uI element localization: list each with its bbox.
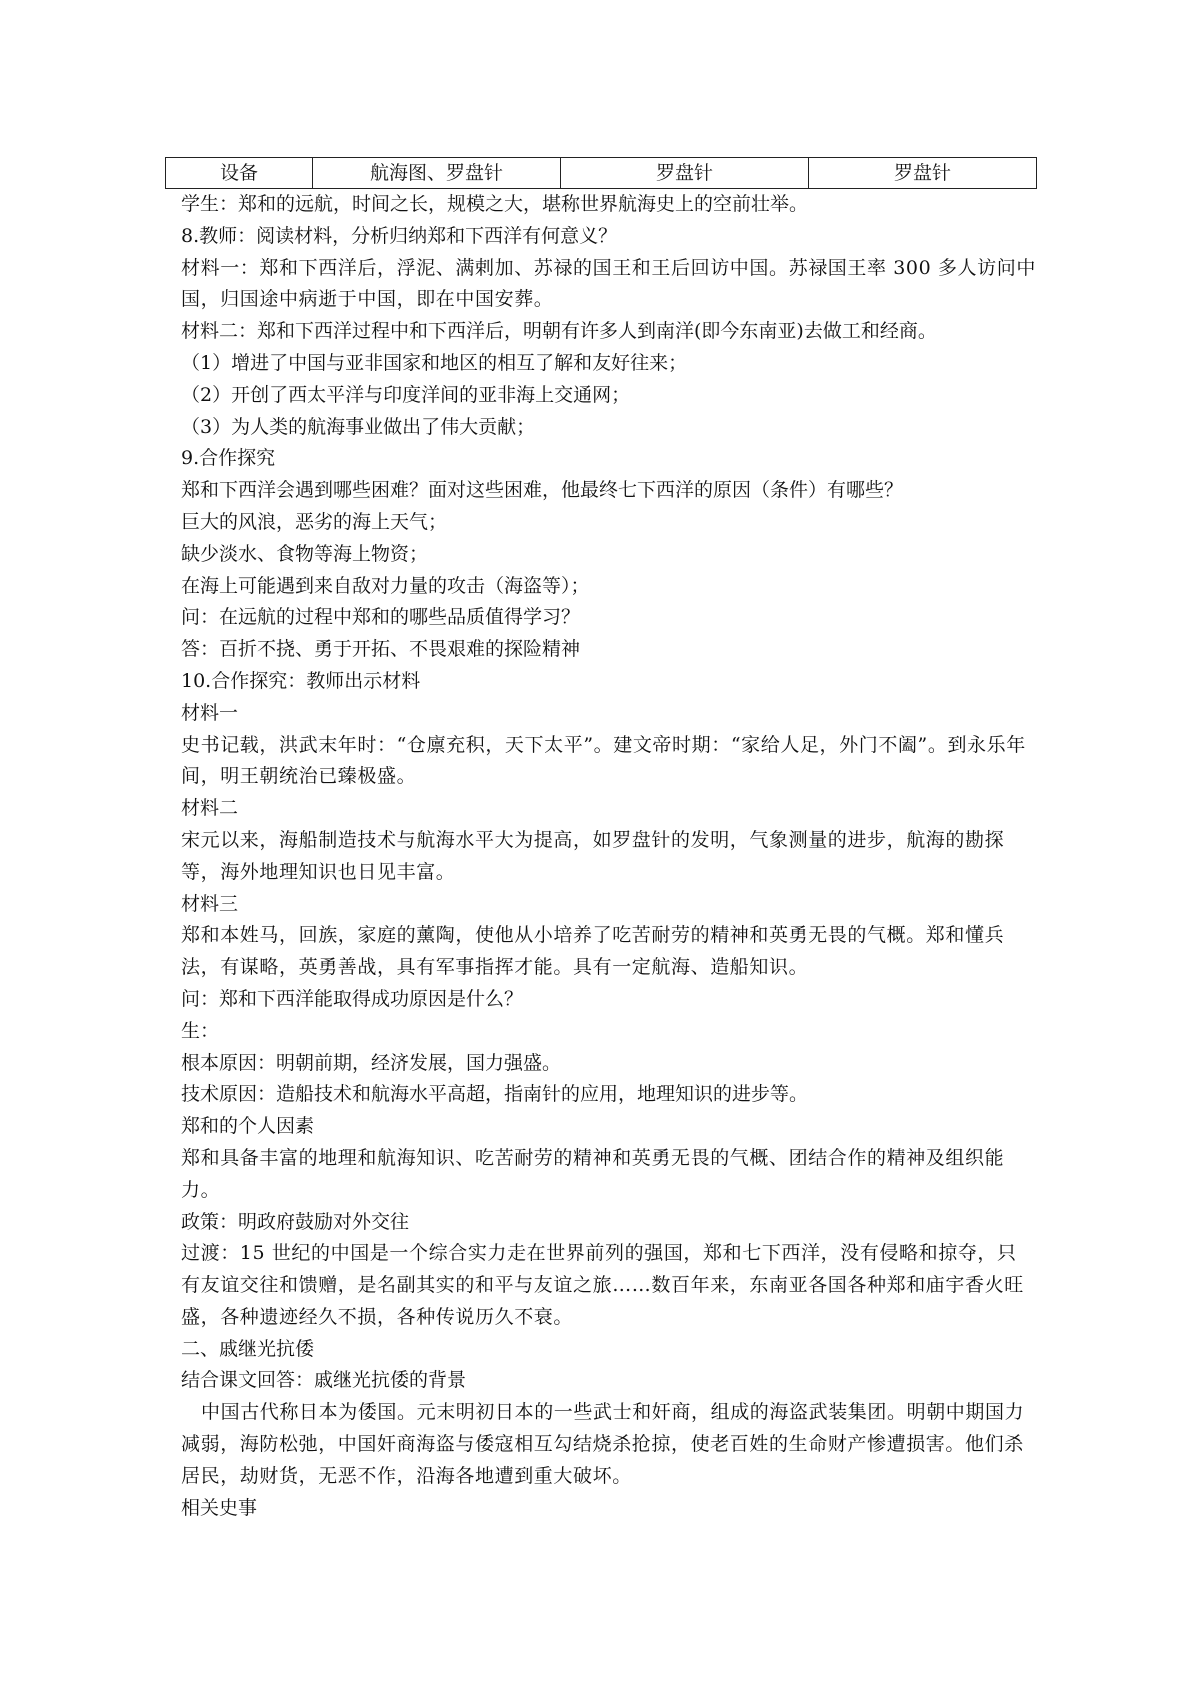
table-cell: 航海图、罗盘针 bbox=[313, 158, 561, 189]
paragraph: 郑和下西洋会遇到哪些困难？面对这些困难，他最终七下西洋的原因（条件）有哪些？ bbox=[181, 479, 904, 502]
section-heading: 9.合作探究 bbox=[181, 447, 276, 470]
section-heading: 二、戚继光抗倭 bbox=[181, 1337, 315, 1360]
equipment-table-row bbox=[165, 157, 1037, 189]
paragraph: 郑和具备丰富的地理和航海知识、吃苦耐劳的精神和英勇无畏的气概、团结合作的精神及组织能力。 bbox=[181, 1146, 1005, 1201]
paragraph: 材料二：郑和下西洋过程中和下西洋后，明朝有许多人到南洋(即今东南亚)去做工和经商。 bbox=[181, 320, 937, 343]
paragraph: 技术原因：造船技术和航海水平高超，指南针的应用，地理知识的进步等。 bbox=[181, 1083, 809, 1106]
question: 问：在远航的过程中郑和的哪些品质值得学习？ bbox=[181, 606, 581, 629]
answer: 答：百折不挠、勇于开拓、不畏艰难的探险精神 bbox=[181, 638, 581, 661]
table-cell-label: 设备 bbox=[166, 158, 313, 189]
paragraph: 学生：郑和的远航，时间之长，规模之大，堪称世界航海史上的空前壮举。 bbox=[181, 193, 809, 215]
paragraph: 政策：明政府鼓励对外交往 bbox=[181, 1210, 410, 1233]
paragraph: 在海上可能遇到来自敌对力量的攻击（海盗等）； bbox=[181, 574, 590, 597]
list-item: （1）增进了中国与亚非国家和地区的相互了解和友好往来； bbox=[181, 351, 688, 374]
paragraph: 结合课文回答：戚继光抗倭的背景 bbox=[181, 1369, 467, 1392]
section-heading: 10.合作探究：教师出示材料 bbox=[181, 669, 421, 692]
paragraph: 宋元以来，海船制造技术与航海水平大为提高，如罗盘针的发明，气象测量的进步，航海的勘探等，海外地理知识也日见丰富。 bbox=[181, 828, 1005, 883]
table-cell: 罗盘针 bbox=[561, 158, 809, 189]
paragraph: 生： bbox=[181, 1019, 220, 1042]
material-heading: 材料一 bbox=[181, 701, 239, 724]
paragraph: 巨大的风浪，恶劣的海上天气； bbox=[181, 510, 448, 533]
paragraph: 材料一：郑和下西洋后，浮泥、满剌加、苏禄的国王和王后回访中国。苏禄国王率 300 多人访问中国，归国途中病逝于中国，即在中国安葬。 bbox=[181, 256, 1036, 311]
list-item: （3）为人类的航海事业做出了伟大贡献； bbox=[181, 415, 536, 438]
paragraph: 中国古代称日本为倭国。元末明初日本的一些武士和奸商，组成的海盗武装集团。明朝中期国力减弱，海防松弛，中国奸商海盗与倭寇相互勾结烧杀抢掠，使老百姓的生命财产惨遭损害。他们杀居民，劫财货，无恶不作，沿海各地遭到重大破坏。 bbox=[181, 1401, 1025, 1487]
paragraph: 根本原因：明朝前期，经济发展，国力强盛。 bbox=[181, 1051, 562, 1074]
question: 问：郑和下西洋能取得成功原因是什么？ bbox=[181, 987, 524, 1010]
paragraph: 缺少淡水、食物等海上物资； bbox=[181, 542, 429, 565]
paragraph: 8.教师：阅读材料，分析归纳郑和下西洋有何意义？ bbox=[181, 224, 618, 247]
paragraph: 郑和的个人因素 bbox=[181, 1115, 315, 1138]
table-row bbox=[166, 158, 1037, 189]
document-body bbox=[181, 189, 1036, 1524]
paragraph: 过渡：15 世纪的中国是一个综合实力走在世界前列的强国，郑和七下西洋，没有侵略和掠夺，只有友谊交往和馈赠，是名副其实的和平与友谊之旅……数百年来，东南亚各国各种郑和庙宇香火旺盛，各种遗迹经久不损，各种传说历久不衰。 bbox=[181, 1242, 1024, 1328]
paragraph: 郑和本姓马，回族，家庭的薰陶，使他从小培养了吃苦耐劳的精神和英勇无畏的气概。郑和懂兵法，有谋略，英勇善战，具有军事指挥才能。具有一定航海、造船知识。 bbox=[181, 924, 1005, 979]
list-item: （2）开创了西太平洋与印度洋间的亚非海上交通网； bbox=[181, 383, 631, 406]
material-heading: 材料三 bbox=[181, 892, 239, 915]
table-cell: 罗盘针 bbox=[809, 158, 1037, 189]
material-heading: 材料二 bbox=[181, 797, 239, 820]
paragraph: 相关史事 bbox=[181, 1496, 258, 1519]
paragraph: 史书记载，洪武末年时：“仓廪充积，天下太平”。建文帝时期：“家给人足，外门不阖”。到永乐年间，明王朝统治已臻极盛。 bbox=[181, 733, 1026, 788]
